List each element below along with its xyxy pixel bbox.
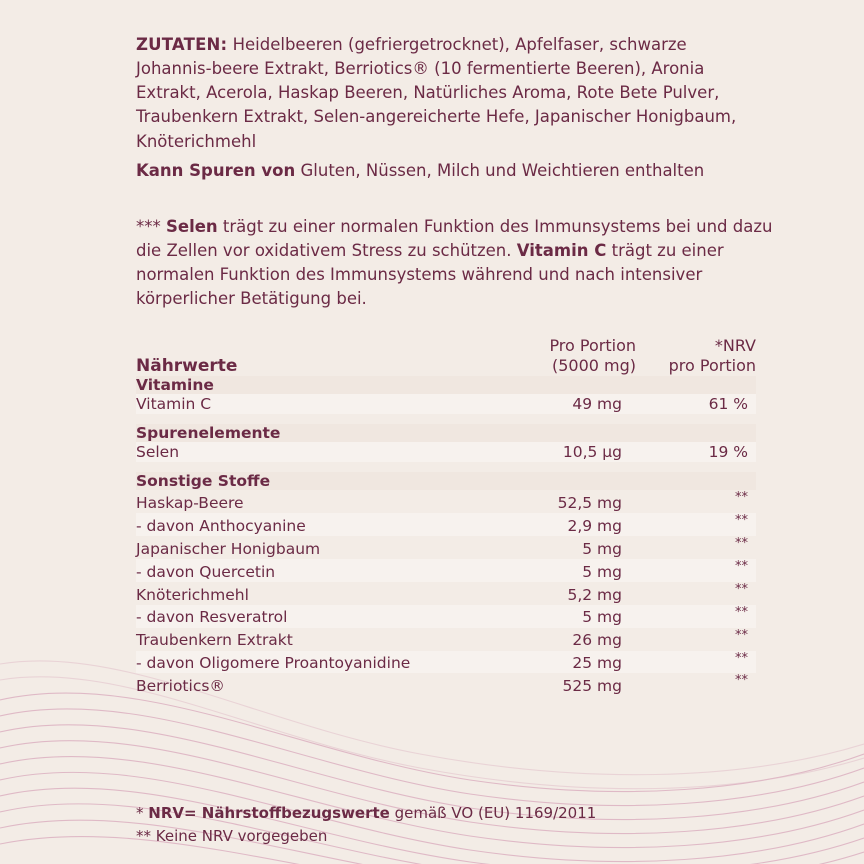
claims-bold-selen: Selen xyxy=(166,216,218,236)
row-spacer xyxy=(136,414,756,424)
row-name: Berriotics® xyxy=(136,677,225,696)
row-name: Knöterichmehl xyxy=(136,585,249,604)
row-amount: 5 mg xyxy=(582,539,622,558)
row-spacer xyxy=(136,462,756,472)
claims-mid-1: trägt zu einer normalen Funktion des Immunsystems bei und dazu die Zellen vor oxidativem Stress zu schützen. xyxy=(136,216,773,260)
row-amount: 26 mg xyxy=(572,631,622,650)
table-row xyxy=(136,582,756,605)
row-nrv: ** xyxy=(735,627,748,643)
claims-mid-2: trägt zu einer normalen Funktion des Immunsystems während und nach intensiver körperlicher Betätigung bei. xyxy=(136,240,724,309)
header-nrv-line2: pro Portion xyxy=(668,356,756,375)
table-header-row xyxy=(136,336,756,376)
table-row xyxy=(136,651,756,674)
footnote-nrv-bold: NRV= Nährstoffbezugswerte xyxy=(148,804,390,822)
table-row xyxy=(136,442,756,462)
group-title-spurenelemente: Spurenelemente xyxy=(136,424,756,442)
row-nrv: ** xyxy=(735,536,748,552)
header-nrv-line1: *NRV xyxy=(714,336,756,355)
table-row xyxy=(136,394,756,414)
header-nrv xyxy=(636,336,756,376)
header-nutrients-label: Nährwerte xyxy=(136,356,238,376)
footnotes xyxy=(136,802,756,847)
table-row xyxy=(136,628,756,651)
ingredients-heading: ZUTATEN: xyxy=(136,34,228,54)
row-name: Selen xyxy=(136,442,516,462)
health-claims-paragraph xyxy=(136,215,776,312)
nutrition-table-head xyxy=(136,336,756,376)
row-amount: 10,5 µg xyxy=(516,442,636,462)
table-row xyxy=(136,490,756,513)
table-row xyxy=(136,605,756,628)
row-name: Traubenkern Extrakt xyxy=(136,631,293,650)
row-name: - davon Quercetin xyxy=(136,559,516,582)
row-amount: 25 mg xyxy=(516,651,636,674)
footnote-nrv xyxy=(136,802,756,825)
row-nrv: ** xyxy=(636,651,756,674)
claims-bold-vitamin-c: Vitamin C xyxy=(516,240,607,260)
footnote-star: * xyxy=(136,804,149,822)
row-amount: 525 mg xyxy=(562,677,622,696)
row-nrv: ** xyxy=(636,513,756,536)
row-nrv: 19 % xyxy=(636,442,756,462)
nutrition-table xyxy=(136,336,756,696)
row-name: - davon Resveratrol xyxy=(136,605,516,628)
footnote-nrv-rest: gemäß VO (EU) 1169/2011 xyxy=(389,804,597,822)
row-nrv: ** xyxy=(735,673,748,689)
row-amount: 52,5 mg xyxy=(557,494,622,513)
row-amount: 5 mg xyxy=(516,559,636,582)
table-row xyxy=(136,513,756,536)
allergen-traces-paragraph xyxy=(136,159,776,183)
row-nrv: ** xyxy=(636,559,756,582)
ingredients-text: Heidelbeeren (gefriergetrocknet), Apfelfaser, schwarze Johannis-beere Extrakt, Berriotics® (10 fermentierte Beeren), Aronia Extrakt, Acerola, Haskap Beeren, Natürliches Aroma, Rote Bete Pulver, Traubenkern Extrakt, Selen-angereicherte Hefe, Japanischer Honigbaum, Knöterichmehl xyxy=(136,34,737,151)
table-row xyxy=(136,559,756,582)
row-name: Haskap-Beere xyxy=(136,494,244,513)
row-amount: 5 mg xyxy=(516,605,636,628)
group-title-vitamine: Vitamine xyxy=(136,376,756,394)
group-header-row xyxy=(136,472,756,490)
row-nrv: 61 % xyxy=(636,394,756,414)
group-header-row xyxy=(136,424,756,442)
group-header-row xyxy=(136,376,756,394)
table-row xyxy=(136,673,756,696)
nutrition-table-wrapper xyxy=(136,336,756,696)
header-per-portion-line2: (5000 mg) xyxy=(551,356,636,375)
table-row xyxy=(136,536,756,559)
header-per-portion xyxy=(516,336,636,376)
row-nrv: ** xyxy=(636,605,756,628)
traces-text: Gluten, Nüssen, Milch und Weichtieren enthalten xyxy=(295,160,705,180)
row-nrv: ** xyxy=(735,581,748,597)
claims-prefix: *** xyxy=(136,216,166,236)
row-nrv: ** xyxy=(735,490,748,506)
row-amount: 2,9 mg xyxy=(516,513,636,536)
header-per-portion-line1: Pro Portion xyxy=(549,336,636,355)
row-amount: 49 mg xyxy=(516,394,636,414)
ingredients-paragraph xyxy=(136,33,766,154)
group-title-sonstige-stoffe: Sonstige Stoffe xyxy=(136,472,756,490)
row-amount: 5,2 mg xyxy=(567,585,622,604)
nutrition-table-body xyxy=(136,376,756,696)
row-name: - davon Anthocyanine xyxy=(136,513,516,536)
row-name: - davon Oligomere Proantoyanidine xyxy=(136,651,516,674)
row-name: Japanischer Honigbaum xyxy=(136,539,321,558)
footnote-no-nrv: ** Keine NRV vorgegeben xyxy=(136,826,328,845)
row-name: Vitamin C xyxy=(136,394,516,414)
traces-heading: Kann Spuren von xyxy=(136,160,296,180)
